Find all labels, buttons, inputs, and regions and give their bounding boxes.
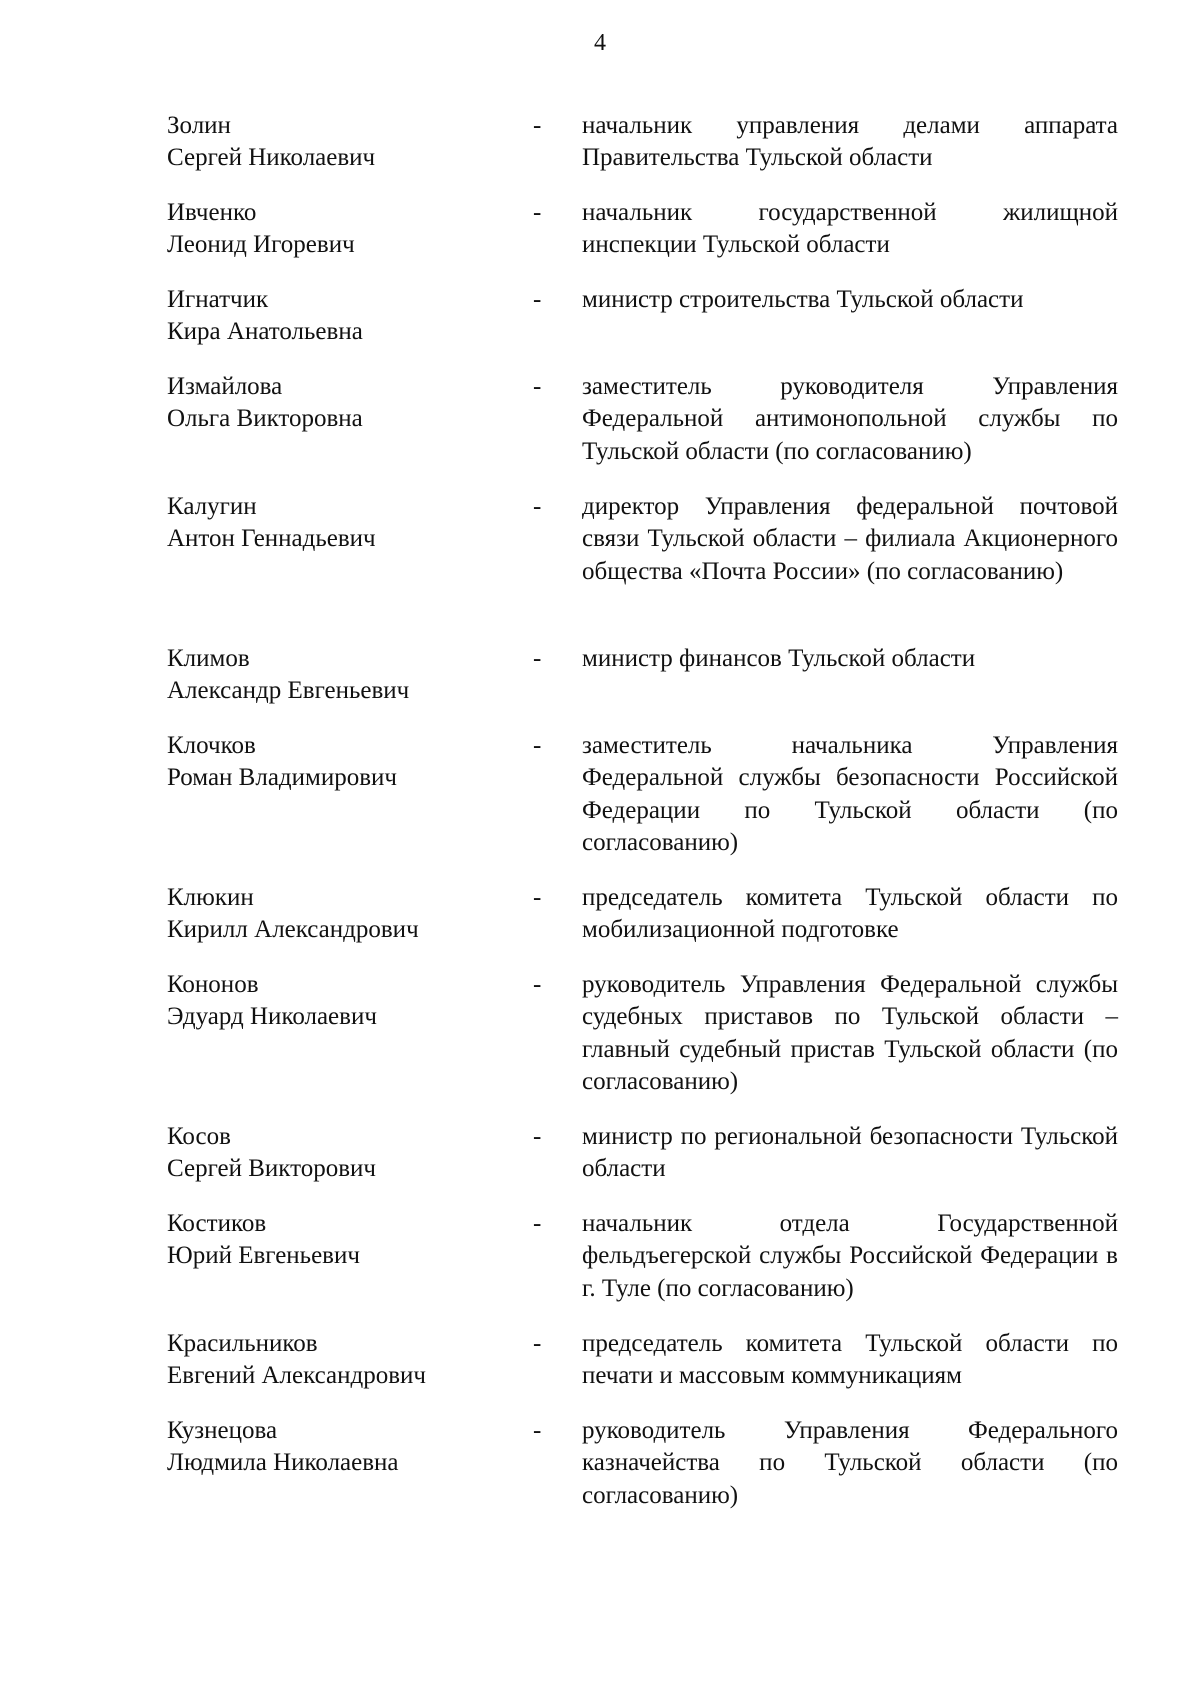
member-given-names: Эдуард Николаевич bbox=[167, 1003, 377, 1031]
member-given-names: Кирилл Александрович bbox=[167, 916, 419, 944]
member-surname: Клочков bbox=[167, 732, 256, 759]
member-entry bbox=[0, 491, 1200, 643]
member-surname: Измайлова bbox=[167, 373, 283, 400]
separator-dash: - bbox=[533, 971, 542, 998]
member-surname: Кононов bbox=[167, 971, 259, 998]
member-surname: Кузнецова bbox=[167, 1417, 278, 1444]
member-surname: Игнатчик bbox=[167, 286, 269, 313]
separator-dash: - bbox=[533, 645, 542, 672]
member-position: заместитель руководителя Управления Федеральной антимонопольной службы по Тульской области (по согласованию) bbox=[582, 373, 1118, 465]
member-name bbox=[167, 371, 527, 436]
member-surname: Клюкин bbox=[167, 884, 254, 911]
member-name bbox=[167, 730, 527, 795]
member-name bbox=[167, 969, 527, 1034]
member-name bbox=[167, 197, 527, 262]
member-entry bbox=[0, 643, 1200, 730]
member-given-names: Сергей Викторович bbox=[167, 1155, 376, 1183]
member-entry bbox=[0, 371, 1200, 491]
member-list bbox=[0, 110, 1200, 1535]
member-position: директор Управления федеральной почтовой связи Тульской области – филиала Акционерного общества «Почта России» (по согласованию) bbox=[582, 493, 1118, 585]
page-number: 4 bbox=[594, 30, 606, 56]
member-position: министр строительства Тульской области bbox=[582, 286, 1024, 313]
member-name bbox=[167, 643, 527, 708]
member-name bbox=[167, 1415, 527, 1480]
member-name bbox=[167, 284, 527, 349]
separator-dash: - bbox=[533, 884, 542, 911]
member-position: председатель комитета Тульской области по печати и массовым коммуникациям bbox=[582, 1330, 1118, 1390]
member-given-names: Леонид Игоревич bbox=[167, 231, 355, 259]
member-surname: Ивченко bbox=[167, 199, 257, 226]
separator-dash: - bbox=[533, 1417, 542, 1444]
member-given-names: Антон Геннадьевич bbox=[167, 525, 376, 553]
member-given-names: Роман Владимирович bbox=[167, 764, 397, 792]
member-name bbox=[167, 1208, 527, 1273]
member-given-names: Евгений Александрович bbox=[167, 1362, 426, 1390]
member-entry bbox=[0, 1121, 1200, 1208]
member-entry bbox=[0, 110, 1200, 197]
member-given-names: Людмила Николаевна bbox=[167, 1449, 399, 1477]
separator-dash: - bbox=[533, 286, 542, 313]
separator-dash: - bbox=[533, 732, 542, 759]
member-surname: Костиков bbox=[167, 1210, 267, 1237]
separator-dash: - bbox=[533, 1123, 542, 1150]
member-name bbox=[167, 1121, 527, 1186]
member-entry bbox=[0, 1208, 1200, 1328]
member-surname: Косов bbox=[167, 1123, 231, 1150]
separator-dash: - bbox=[533, 373, 542, 400]
member-entry bbox=[0, 1328, 1200, 1415]
member-position: заместитель начальника Управления Федеральной службы безопасности Российской Федерации по Тульской области (по согласованию) bbox=[582, 732, 1118, 857]
member-position: начальник государственной жилищной инспекции Тульской области bbox=[582, 199, 1118, 259]
separator-dash: - bbox=[533, 493, 542, 520]
member-entry bbox=[0, 969, 1200, 1121]
separator-dash: - bbox=[533, 1330, 542, 1357]
member-entry bbox=[0, 197, 1200, 284]
member-name bbox=[167, 491, 527, 556]
member-given-names: Кира Анатольевна bbox=[167, 318, 363, 346]
member-entry bbox=[0, 284, 1200, 371]
member-surname: Золин bbox=[167, 112, 231, 139]
member-name bbox=[167, 882, 527, 947]
member-given-names: Ольга Викторовна bbox=[167, 405, 363, 433]
member-position: министр финансов Тульской области bbox=[582, 645, 976, 672]
member-entry bbox=[0, 882, 1200, 969]
separator-dash: - bbox=[533, 199, 542, 226]
separator-dash: - bbox=[533, 1210, 542, 1237]
member-position: председатель комитета Тульской области по мобилизационной подготовке bbox=[582, 884, 1118, 944]
member-given-names: Александр Евгеньевич bbox=[167, 677, 410, 705]
member-surname: Красильников bbox=[167, 1330, 318, 1357]
member-entry bbox=[0, 1415, 1200, 1535]
member-position: руководитель Управления Федерального казначейства по Тульской области (по согласованию) bbox=[582, 1417, 1118, 1509]
member-entry bbox=[0, 730, 1200, 882]
member-given-names: Сергей Николаевич bbox=[167, 144, 376, 172]
separator-dash: - bbox=[533, 112, 542, 139]
member-position: начальник отдела Государственной фельдъегерской службы Российской Федерации в г. Туле (по согласованию) bbox=[582, 1210, 1118, 1302]
member-given-names: Юрий Евгеньевич bbox=[167, 1242, 360, 1270]
member-surname: Калугин bbox=[167, 493, 257, 520]
member-surname: Климов bbox=[167, 645, 250, 672]
member-position: министр по региональной безопасности Тульской области bbox=[582, 1123, 1118, 1183]
member-name bbox=[167, 1328, 527, 1393]
member-position: начальник управления делами аппарата Правительства Тульской области bbox=[582, 112, 1118, 172]
member-position: руководитель Управления Федеральной службы судебных приставов по Тульской области – главный судебный пристав Тульской области (по согласованию) bbox=[582, 971, 1118, 1096]
member-name bbox=[167, 110, 527, 175]
